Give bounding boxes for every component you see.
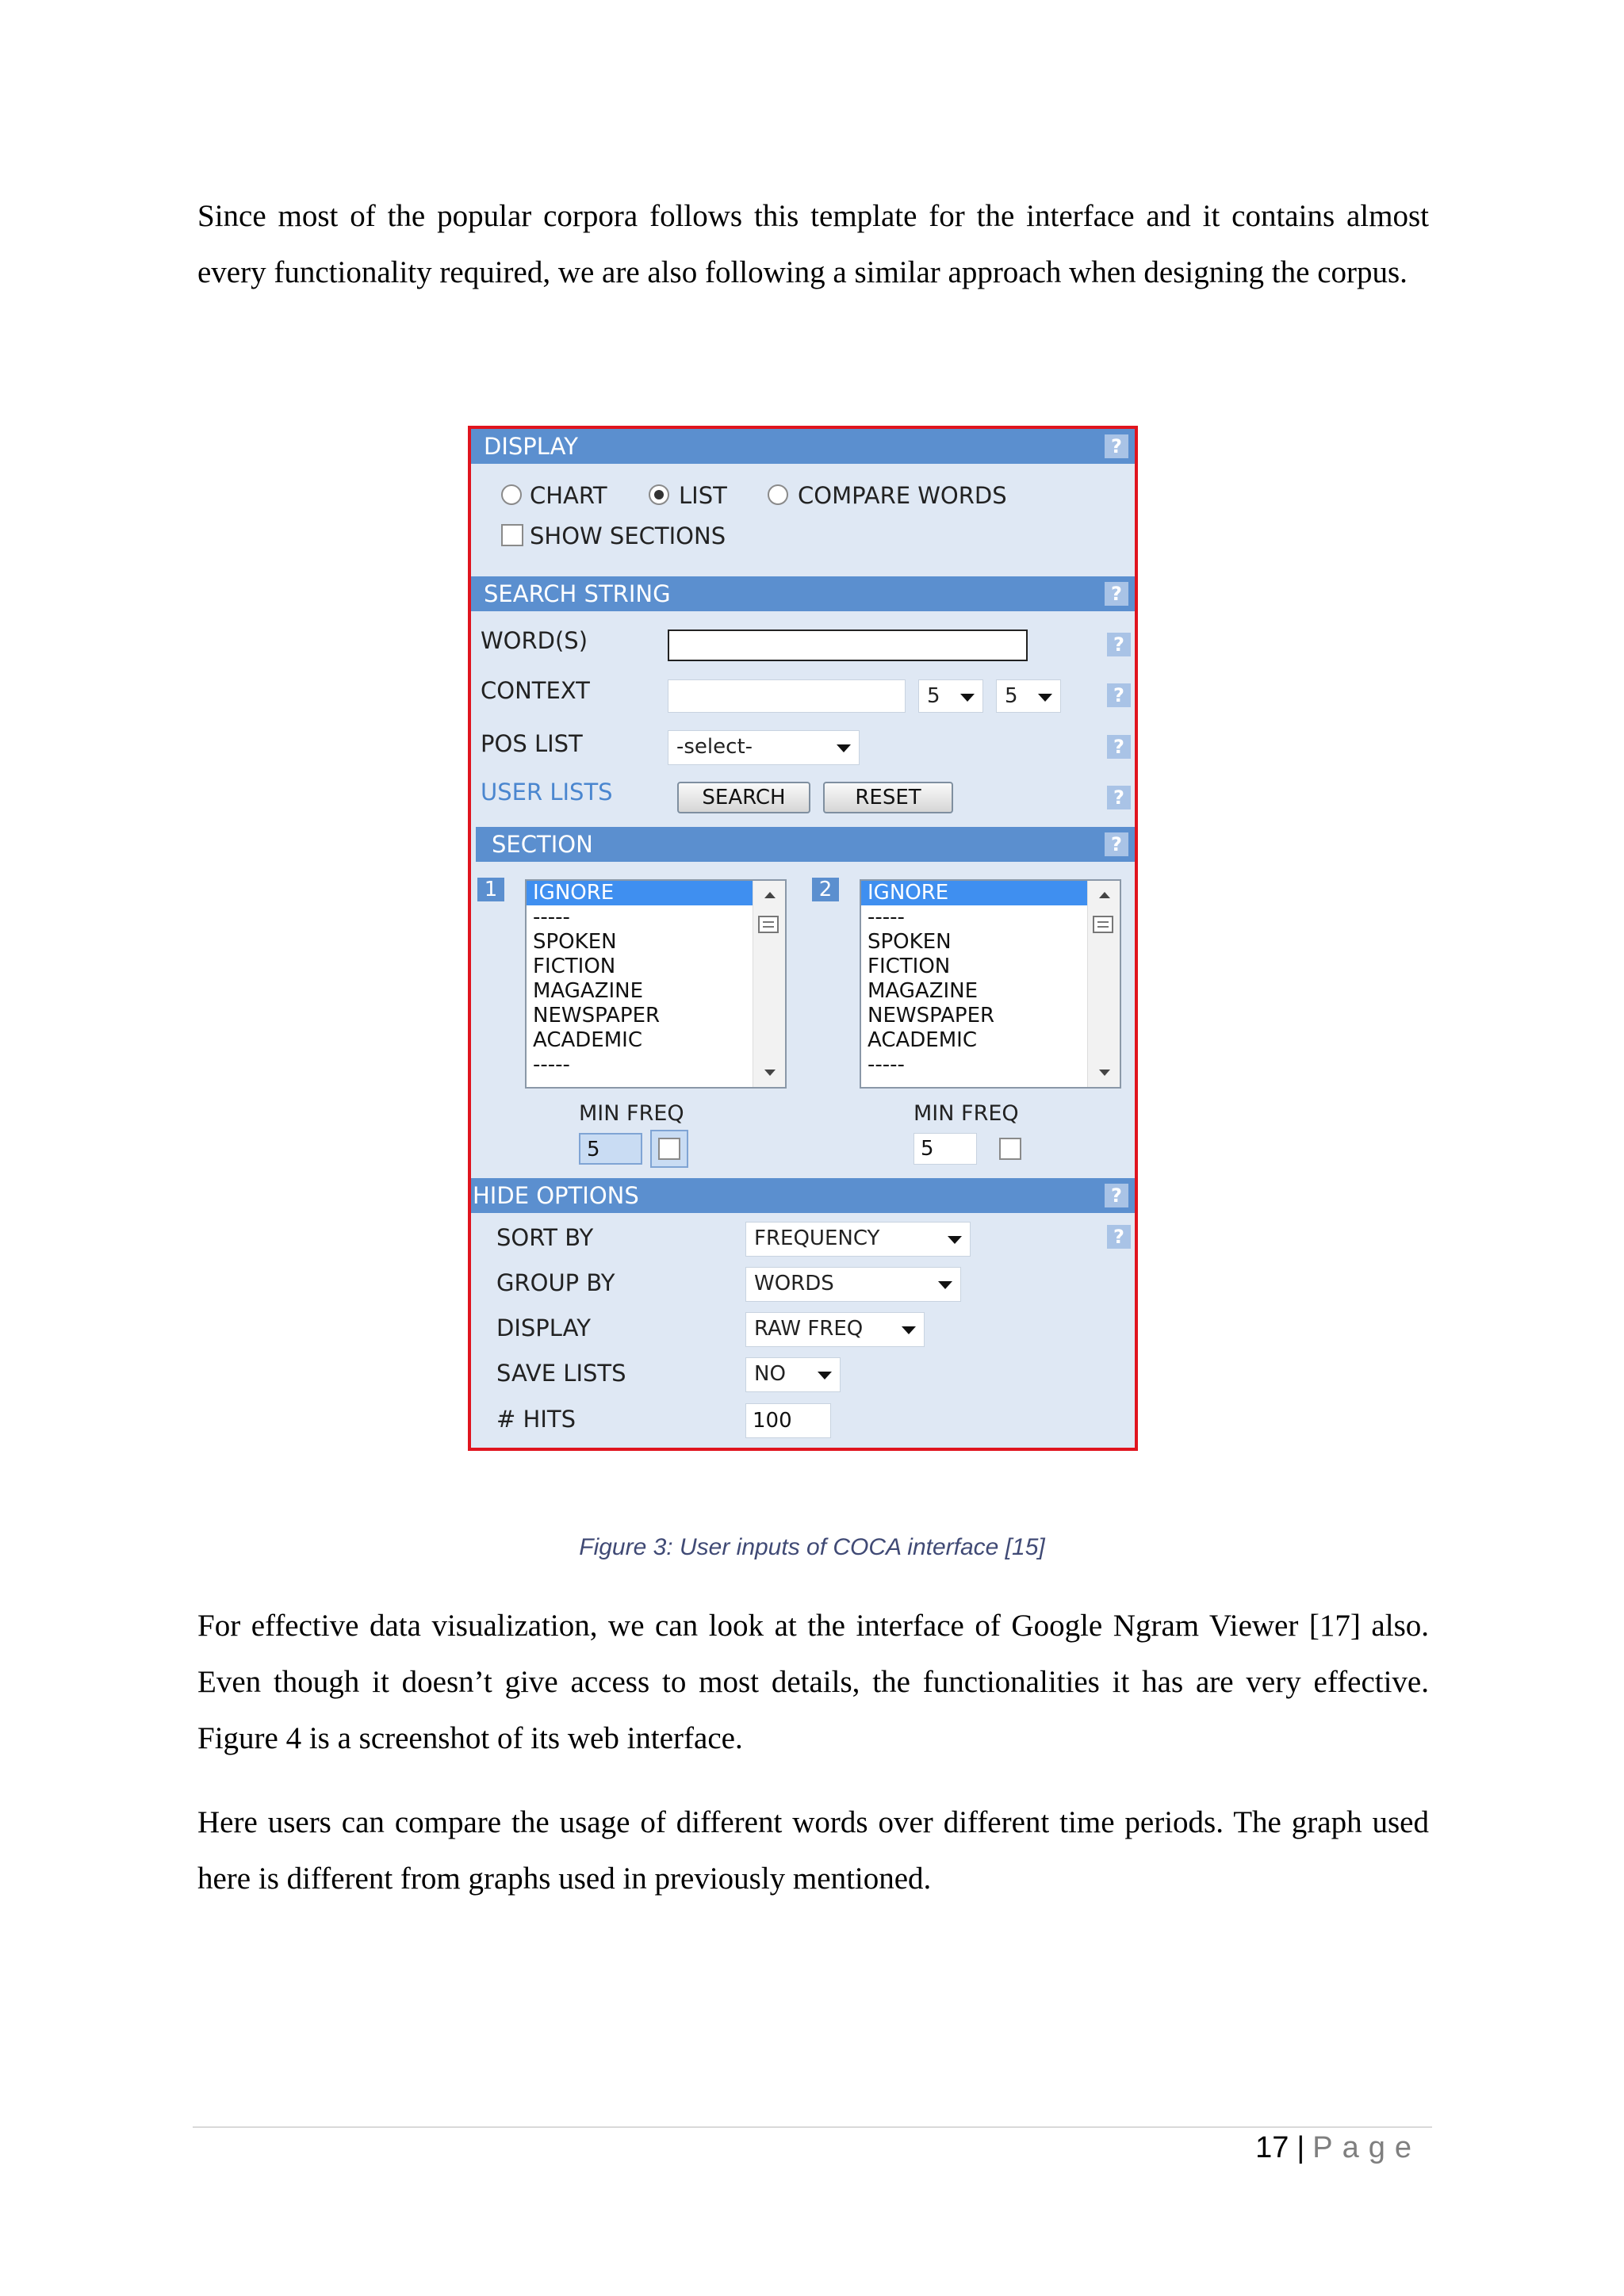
page-footer [1255, 2131, 1421, 2165]
list-item[interactable]: ACADEMIC [868, 1028, 977, 1052]
sort-by-value: FREQUENCY [754, 1226, 880, 1250]
list-item[interactable]: SPOKEN [533, 930, 617, 954]
display-label: DISPLAY [496, 1314, 591, 1341]
context-left-value: 5 [927, 684, 940, 708]
group-by-select[interactable] [745, 1267, 961, 1302]
pos-list-label: POS LIST [481, 730, 583, 757]
hits-label: # HITS [496, 1406, 576, 1433]
section-header-label: SECTION [492, 831, 593, 858]
min-freq-checkbox-1[interactable] [658, 1138, 680, 1160]
search-string-header-label: SEARCH STRING [484, 580, 671, 607]
hide-options-header-label[interactable]: HIDE OPTIONS [473, 1182, 639, 1209]
chart-radio[interactable] [501, 484, 522, 505]
compare-words-radio[interactable] [768, 484, 788, 505]
help-icon[interactable]: ? [1107, 683, 1131, 707]
display-header [471, 429, 1135, 464]
section-list-2-number: 2 [812, 878, 839, 901]
scroll-up-icon[interactable] [764, 892, 776, 898]
min-freq-label-2: MIN FREQ [914, 1101, 1019, 1126]
search-string-header [471, 576, 1135, 611]
section-list-1-number: 1 [477, 878, 504, 901]
context-left-select[interactable] [918, 679, 983, 713]
save-lists-select[interactable] [745, 1357, 841, 1392]
coca-interface-figure [468, 426, 1138, 1451]
help-icon[interactable]: ? [1105, 582, 1128, 606]
scroll-thumb[interactable] [758, 916, 779, 933]
show-sections-label: SHOW SECTIONS [530, 522, 726, 549]
min-freq-input-1[interactable]: 5 [579, 1133, 642, 1165]
context-right-value: 5 [1005, 684, 1018, 708]
save-lists-label: SAVE LISTS [496, 1360, 626, 1387]
page-separator: | [1297, 2131, 1305, 2164]
scroll-down-icon[interactable] [764, 1070, 776, 1076]
help-icon[interactable]: ? [1105, 1184, 1128, 1207]
pos-list-select[interactable] [668, 730, 860, 765]
list-item-selected[interactable]: IGNORE [861, 881, 1090, 905]
paragraph-intro: Since most of the popular corpora follows this template for the interface and it contains almost every functionality required, we are also following a similar approach when designing the corpus. [197, 199, 1429, 289]
context-input[interactable] [668, 679, 906, 713]
paragraph-ngram: For effective data visualization, we can look at the interface of Google Ngram Viewer [17] also. Even though it doesn’t give access to most details, the functionalities it has are very effective. Figure 4 is a screenshot of its web interface. [197, 1609, 1429, 1755]
help-icon[interactable]: ? [1107, 735, 1131, 759]
help-icon[interactable]: ? [1107, 633, 1131, 656]
words-label: WORD(S) [481, 627, 588, 654]
section-header [476, 827, 1135, 862]
help-icon[interactable]: ? [1107, 786, 1131, 809]
help-icon[interactable]: ? [1107, 1225, 1131, 1249]
scroll-down-icon[interactable] [1099, 1070, 1110, 1076]
page-number: 17 [1255, 2131, 1289, 2164]
words-input[interactable] [668, 629, 1028, 661]
list-item[interactable]: NEWSPAPER [868, 1004, 995, 1027]
min-freq-checkbox-2[interactable] [999, 1138, 1021, 1160]
list-item[interactable]: FICTION [533, 955, 616, 978]
list-scrollbar[interactable] [753, 881, 785, 1087]
compare-words-radio-label: COMPARE WORDS [798, 482, 1007, 509]
min-freq-label-1: MIN FREQ [579, 1101, 684, 1126]
list-item[interactable]: FICTION [868, 955, 951, 978]
context-label: CONTEXT [481, 677, 590, 704]
list-item[interactable]: SPOKEN [868, 930, 952, 954]
user-lists-link[interactable]: USER LISTS [481, 779, 613, 806]
list-item[interactable]: ----- [533, 1053, 570, 1077]
min-freq-checkbox-frame-1 [650, 1130, 688, 1168]
hide-options-header[interactable] [471, 1178, 1135, 1213]
list-item[interactable]: ----- [533, 905, 570, 929]
list-scrollbar[interactable] [1087, 881, 1120, 1087]
display-select[interactable] [745, 1312, 925, 1347]
reset-button[interactable]: RESET [823, 782, 953, 813]
display-value: RAW FREQ [754, 1317, 864, 1341]
search-button[interactable]: SEARCH [677, 782, 810, 813]
page-word: Page [1312, 2131, 1421, 2164]
hits-input[interactable]: 100 [745, 1403, 831, 1438]
min-freq-input-2[interactable]: 5 [914, 1133, 977, 1165]
list-item[interactable]: MAGAZINE [868, 979, 979, 1003]
list-item[interactable]: ----- [868, 1053, 905, 1077]
chart-radio-label: CHART [530, 482, 607, 509]
list-item[interactable]: MAGAZINE [533, 979, 644, 1003]
group-by-value: WORDS [754, 1272, 834, 1295]
sort-by-label: SORT BY [496, 1224, 594, 1251]
save-lists-value: NO [754, 1362, 786, 1386]
section-list-1[interactable] [525, 879, 787, 1089]
paragraph-compare: Here users can compare the usage of different words over different time periods. The graph used here is different from graphs used in previously mentioned. [197, 1805, 1429, 1896]
scroll-up-icon[interactable] [1099, 892, 1110, 898]
group-by-label: GROUP BY [496, 1269, 615, 1296]
list-item[interactable]: NEWSPAPER [533, 1004, 661, 1027]
help-icon[interactable]: ? [1105, 434, 1128, 458]
help-icon[interactable]: ? [1105, 832, 1128, 856]
list-item[interactable]: ACADEMIC [533, 1028, 642, 1052]
list-item[interactable]: ----- [868, 905, 905, 929]
context-right-select[interactable] [996, 679, 1061, 713]
scroll-thumb[interactable] [1093, 916, 1113, 933]
figure-caption: Figure 3: User inputs of COCA interface [15] [579, 1534, 1045, 1560]
section-list-2[interactable] [860, 879, 1121, 1089]
list-radio[interactable] [649, 484, 669, 505]
list-radio-label: LIST [679, 482, 727, 509]
sort-by-select[interactable] [745, 1222, 971, 1257]
pos-list-value: -select- [676, 735, 753, 759]
display-header-label: DISPLAY [484, 433, 578, 460]
list-item-selected[interactable]: IGNORE [527, 881, 755, 905]
show-sections-checkbox[interactable] [501, 524, 523, 546]
footer-divider [193, 2126, 1432, 2128]
